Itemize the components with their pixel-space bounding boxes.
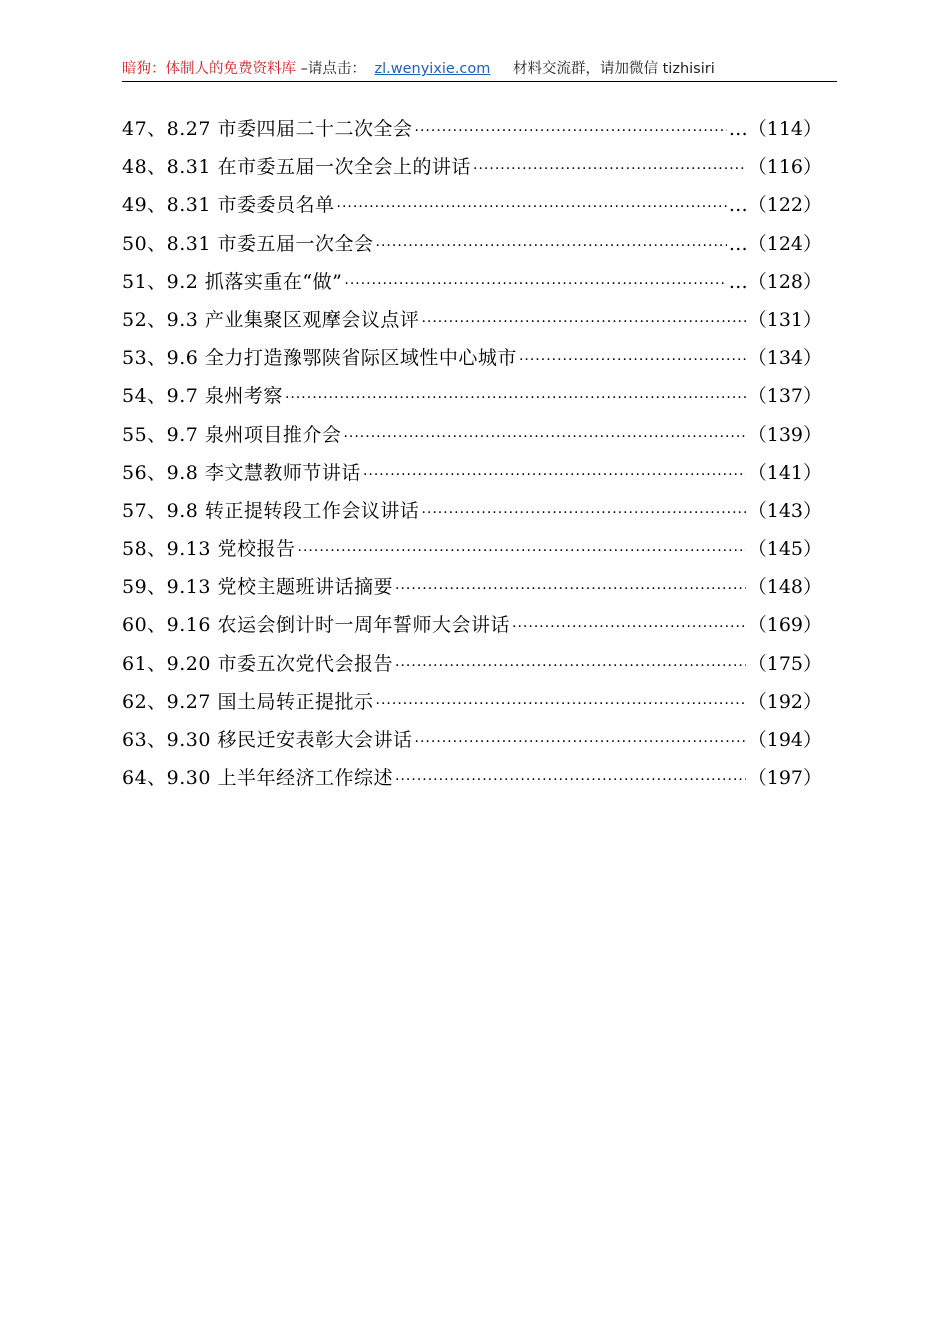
toc-entry[interactable] [122,231,822,269]
toc-entry[interactable] [122,269,822,307]
toc-entry[interactable] [122,727,822,765]
toc-entry[interactable] [122,536,822,574]
toc-entry-title: 59、9.13 党校主题班讲话摘要 [122,576,394,599]
toc-entry-page: …（122） [728,194,822,217]
toc-entry-page: （148） [747,576,822,599]
toc-entry-page: （194） [747,729,822,751]
toc-entry-title: 57、9.8 转正提转段工作会议讲话 [122,499,420,522]
toc-entry[interactable] [122,422,822,460]
toc-entry-title: 52、9.3 产业集聚区观摩会议点评 [122,308,420,331]
toc-entry-title: 61、9.20 市委五次党代会报告 [122,652,394,675]
toc-entry[interactable] [122,307,822,345]
toc-entry-page: （116） [747,156,822,179]
toc-leader-dots [395,576,746,602]
toc-leader-dots [473,156,746,182]
page-header [122,58,837,82]
toc-leader-dots [415,118,727,144]
toc-entry-page: （141） [747,461,822,484]
toc-leader-dots [337,194,727,220]
toc-entry-title: 64、9.30 上半年经济工作综述 [122,767,394,790]
toc-entry-title: 49、8.31 市委委员名单 [122,194,335,217]
toc-entry-page: （137） [747,385,822,408]
toc-entry-page: …（114） [728,118,822,140]
header-note: 材料交流群，请加微信 tizhisiri [513,61,715,77]
toc-entry-page: （143） [747,499,822,522]
toc-leader-dots [519,347,746,373]
toc-entry[interactable] [122,383,822,421]
toc-entry[interactable] [122,116,822,154]
toc-entry-title: 60、9.16 农运会倒计时一周年誓师大会讲话 [122,614,511,637]
toc-entry-page: （134） [747,347,822,370]
toc-leader-dots [363,462,746,488]
toc-leader-dots [344,271,726,297]
toc-entry[interactable] [122,765,822,803]
toc-entry-title: 53、9.6 全力打造豫鄂陕省际区域性中心城市 [122,347,517,370]
header-brand: 暗狗：体制人的免费资料库 [122,61,296,77]
toc-entry-title: 62、9.27 国土局转正提批示 [122,690,374,713]
toc-leader-dots [376,691,746,717]
toc-entry-title: 56、9.8 李文慧教师节讲话 [122,461,361,484]
toc-leader-dots [421,500,745,526]
toc-leader-dots [343,424,745,450]
toc-leader-dots [421,309,745,335]
toc-entry-title: 50、8.31 市委五届一次全会 [122,232,374,255]
toc-entry[interactable] [122,612,822,650]
toc-entry[interactable] [122,689,822,727]
toc-entry-title: 58、9.13 党校报告 [122,538,296,561]
toc-entry-title: 51、9.2 抓落实重在“做” [122,270,343,293]
toc-entry-page: …（124） [728,232,822,255]
toc-entry-page: （139） [747,423,822,446]
toc-entry[interactable] [122,460,822,498]
toc-entry-page: （192） [747,690,822,713]
toc-entry-page: （197） [747,767,822,790]
toc-entry[interactable] [122,154,822,192]
toc-leader-dots [285,385,746,411]
toc-entry-title: 55、9.7 泉州项目推介会 [122,423,342,446]
toc-entry-title: 63、9.30 移民迁安表彰大会讲话 [122,729,413,751]
toc-entry-page: …（128） [728,270,822,293]
header-prompt: –请点击： [300,61,366,77]
toc-entry-page: （145） [747,538,822,561]
toc-leader-dots [298,538,746,564]
header-divider [122,81,837,82]
toc-entry-page: （131） [747,308,822,331]
toc-entry-title: 47、8.27 市委四届二十二次全会 [122,118,413,140]
toc-entry-page: （175） [747,652,822,675]
toc-entry-page: （169） [747,614,822,637]
toc-entry[interactable] [122,498,822,536]
toc-entry-title: 48、8.31 在市委五届一次全会上的讲话 [122,156,472,179]
toc-leader-dots [376,233,727,259]
toc-leader-dots [415,729,746,755]
toc-entry[interactable] [122,574,822,612]
header-link[interactable]: zl.wenyixie.com [374,61,491,77]
toc-leader-dots [395,767,746,793]
toc-leader-dots [395,653,746,679]
toc-entry[interactable] [122,651,822,689]
toc-entry-title: 54、9.7 泉州考察 [122,385,283,408]
toc-entry[interactable] [122,192,822,230]
toc-entry[interactable] [122,345,822,383]
toc-leader-dots [512,614,746,640]
table-of-contents [122,116,822,803]
